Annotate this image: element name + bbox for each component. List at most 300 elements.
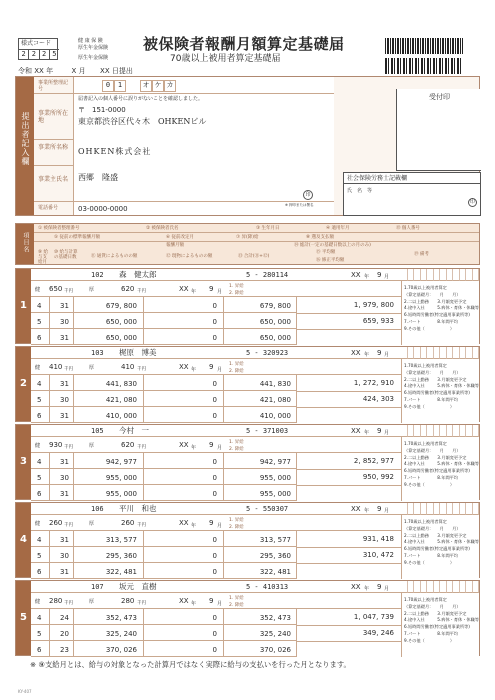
headers-side-label: 項目名: [22, 232, 29, 253]
owner-seal: 印: [303, 190, 313, 200]
kind-amount: 0: [212, 536, 217, 544]
raise-option: 1. 昇給: [229, 284, 244, 289]
cash-amount: 421, 080: [105, 396, 137, 404]
personal-number-boxes: [401, 347, 479, 359]
barcode: [385, 58, 463, 74]
insured-name: 今村 一: [119, 426, 149, 435]
year-unit: 年: [191, 523, 197, 529]
remark-option: 4.途中入社 5.病休・育休・休職等: [404, 383, 479, 389]
kind-amount: 0: [212, 490, 217, 498]
apply-year: XX: [351, 427, 361, 435]
personal-number-boxes: [401, 503, 479, 515]
birth-date: 5 - 550307: [246, 505, 289, 513]
birth-date: 5 - 410313: [246, 583, 289, 591]
month-total: 313, 577: [259, 536, 291, 544]
header-average: ⑮ 平均額: [316, 250, 336, 255]
remark-option: 6.短時間労働者(特定適用事業所等): [404, 468, 470, 474]
remark-option: （算定基礎月： 月 月）: [404, 447, 461, 453]
prev-pension: 620: [121, 285, 135, 293]
sharoushi-name-label: 氏 名 等: [347, 188, 373, 194]
owner-name: 西郷 隆盛: [78, 173, 118, 182]
month-total: 322, 481: [259, 568, 291, 576]
pay-month-row: [31, 297, 296, 313]
pay-month-row: [31, 625, 296, 641]
pay-month-row: [31, 375, 296, 391]
header-retro-pay: ⑧ 遡及支払額: [306, 235, 334, 240]
remark-option: （算定基礎月： 月 月）: [404, 369, 461, 375]
form-title: 被保険者報酬月額算定基礎届: [143, 35, 345, 53]
kind-amount: 0: [212, 568, 217, 576]
grand-total: 1, 047, 739: [353, 613, 394, 621]
remark-option: 7.パート 8.年間平均: [404, 397, 459, 402]
totals-column: [296, 531, 401, 579]
revision-month: 9: [209, 597, 214, 605]
form-code-box: [18, 38, 58, 60]
remark-option: 9.その他（ ）: [404, 559, 455, 565]
insured-number: 102: [91, 271, 104, 279]
average-amount: 424, 303: [362, 395, 394, 403]
average-amount: 950, 992: [362, 473, 394, 481]
thousand-yen-unit: 千円: [137, 445, 146, 450]
sharoushi-label: 社会保険労務士記載欄: [347, 175, 408, 182]
kind-amount: 0: [212, 396, 217, 404]
basic-days: 31: [60, 302, 69, 310]
year-unit: 年: [191, 367, 197, 373]
thousand-yen-unit: 千円: [137, 367, 146, 372]
month-unit: 月: [384, 352, 390, 358]
personal-number-boxes: [401, 269, 479, 281]
lower-option: 2. 降給: [229, 369, 244, 374]
employee-row: [15, 424, 480, 500]
average-amount: 349, 246: [362, 629, 394, 637]
pay-month-row: [31, 641, 296, 657]
pay-month: 4: [37, 380, 42, 388]
health-label: 健: [35, 443, 41, 449]
remark-option: 2.二以上勤務 3.月額変更予定: [404, 298, 467, 304]
remarks-box: [401, 593, 479, 657]
year-unit: 年: [364, 274, 370, 280]
basic-days: 31: [60, 536, 69, 544]
revision-month: 9: [209, 519, 214, 527]
grand-total: 931, 418: [362, 535, 394, 543]
remark-option: （算定基礎月： 月 月）: [404, 291, 461, 297]
cash-amount: 955, 000: [105, 474, 137, 482]
remark-option: 9.その他（ ）: [404, 481, 455, 487]
header-raise: ⑦ 昇(降)給: [236, 235, 259, 240]
confirmation-note: 届書記入の個人番号に誤りがないことを確認しました。: [78, 96, 204, 102]
basic-days: 31: [60, 490, 69, 498]
month-total: 295, 360: [259, 552, 291, 560]
date-month: X: [71, 67, 77, 75]
apply-month: 9: [377, 583, 382, 591]
remark-option: 2.二以上勤務 3.月額変更予定: [404, 454, 467, 460]
insured-name: 坂元 直樹: [119, 582, 157, 591]
office-code-char: 1: [114, 80, 126, 92]
year-unit: 年: [191, 445, 197, 451]
remark-option: 7.パート 8.年間平均: [404, 319, 459, 324]
month-total: 441, 830: [259, 380, 291, 388]
apply-year: XX: [351, 505, 361, 513]
prev-health: 260: [49, 519, 63, 527]
apply-year: XX: [351, 271, 361, 279]
birth-date: 5 - 320923: [246, 349, 289, 357]
remark-option: 9.その他（ ）: [404, 403, 455, 409]
footer-note: ※ ⑨支給月とは、給与の対象となった計算月ではなく実際に給与の支払いを行った月となります。: [30, 660, 351, 669]
remark-option: 2.二以上勤務 3.月額変更予定: [404, 610, 467, 616]
basic-days: 30: [60, 552, 69, 560]
remark-option: 6.短時間労働者(特定適用事業所等): [404, 546, 470, 552]
header-basic-days: ⑩ 給与計算の基礎日数: [54, 250, 78, 260]
date-era: 令和: [18, 67, 32, 75]
month-total: 955, 000: [259, 490, 291, 498]
office-name-label: 事業所名称: [38, 144, 69, 151]
pension-label: 厚: [89, 365, 95, 371]
kind-amount: 0: [212, 630, 217, 638]
prev-pension: 620: [121, 441, 135, 449]
month-total: 679, 800: [259, 302, 291, 310]
remark-option: 2.二以上勤務 3.月額変更予定: [404, 376, 467, 382]
pay-month: 4: [37, 458, 42, 466]
cash-amount: 352, 473: [105, 614, 137, 622]
remark-option: 6.短時間労働者(特定適用事業所等): [404, 624, 470, 630]
footer-code: KY-407: [18, 689, 32, 694]
insured-name: 森 健太郎: [119, 270, 157, 279]
prev-pension: 260: [121, 519, 135, 527]
month-total: 421, 080: [259, 396, 291, 404]
month-unit: 月: [384, 430, 390, 436]
cash-amount: 325, 240: [105, 630, 137, 638]
remark-option: 1.70歳以上被用者算定: [404, 597, 447, 602]
basic-days: 31: [60, 380, 69, 388]
pay-month-row: [31, 531, 296, 547]
cash-amount: 410, 000: [105, 412, 137, 420]
cash-amount: 322, 481: [105, 568, 137, 576]
kind-amount: 0: [212, 302, 217, 310]
header-modified-average: ⑯ 修正平均額: [316, 258, 345, 263]
revision-month: 9: [209, 363, 214, 371]
cash-amount: 650, 000: [105, 334, 137, 342]
postal-code: 〒 151-0000: [78, 106, 126, 114]
insured-number: 103: [91, 349, 104, 357]
year-unit: 年: [364, 586, 370, 592]
basic-days: 31: [60, 458, 69, 466]
apply-year: XX: [351, 583, 361, 591]
month-total: 650, 000: [259, 318, 291, 326]
pension-label: 厚: [89, 521, 95, 527]
basic-days: 31: [60, 412, 69, 420]
pay-month-row: [31, 547, 296, 563]
header-personal-number: ⑱ 個人番号: [396, 226, 420, 231]
employee-row: [15, 502, 480, 578]
insured-number: 106: [91, 505, 104, 513]
header-insured-number: ① 被保険者整理番号: [38, 226, 80, 231]
month-unit: 月: [384, 586, 390, 592]
lower-option: 2. 降給: [229, 525, 244, 530]
prev-pension: 280: [121, 597, 135, 605]
basic-days: 23: [60, 646, 69, 654]
apply-year: XX: [351, 349, 361, 357]
revision-year: XX: [179, 597, 189, 605]
month-unit: 月: [217, 289, 223, 295]
insured-name: 平川 和也: [119, 504, 157, 513]
receipt-label: 受付印: [429, 93, 450, 101]
submitter-side-text: 提出者記入欄: [21, 112, 30, 166]
grand-total: 1, 979, 800: [353, 301, 394, 309]
apply-month: 9: [377, 505, 382, 513]
cash-amount: 679, 800: [105, 302, 137, 310]
submitter-section: [15, 76, 480, 216]
month-unit: 月: [217, 367, 223, 373]
remark-option: 7.パート 8.年間平均: [404, 631, 459, 636]
form-header: [0, 0, 495, 80]
sharoushi-seal: 印: [469, 199, 475, 205]
remark-option: 7.パート 8.年間平均: [404, 553, 459, 558]
remarks-box: [401, 359, 479, 423]
date-year: XX: [34, 67, 44, 75]
date-month-unit: 月: [78, 67, 86, 75]
lower-option: 2. 降給: [229, 291, 244, 296]
header-kind-amount: ⑫ 現物によるものの額: [166, 254, 213, 259]
pension-label: 厚: [89, 599, 95, 605]
office-code-label: 事業所整理記号: [38, 80, 69, 92]
pay-month-row: [31, 391, 296, 407]
org-line: 健 康 保 険: [78, 38, 103, 44]
submitter-side-label: [16, 77, 34, 215]
raise-option: 1. 昇給: [229, 518, 244, 523]
basic-days: 31: [60, 568, 69, 576]
remark-option: 4.途中入社 5.病休・育休・休職等: [404, 305, 479, 311]
month-total: 325, 240: [259, 630, 291, 638]
column-headers: [15, 223, 480, 265]
kind-amount: 0: [212, 474, 217, 482]
prev-pension: 410: [121, 363, 135, 371]
row-number: 5: [20, 612, 27, 623]
apply-month: 9: [377, 271, 382, 279]
remark-option: 7.パート 8.年間平均: [404, 475, 459, 480]
revision-year: XX: [179, 363, 189, 371]
totals-column: [296, 375, 401, 423]
cash-amount: 650, 000: [105, 318, 137, 326]
year-unit: 年: [364, 508, 370, 514]
pay-month: 5: [37, 552, 42, 560]
phone-number: 03-0000-0000: [78, 205, 128, 213]
remark-option: 1.70歳以上被用者算定: [404, 519, 447, 524]
raise-option: 1. 昇給: [229, 362, 244, 367]
phone-label: 電話番号: [38, 205, 59, 211]
kind-amount: 0: [212, 380, 217, 388]
raise-option: 1. 昇給: [229, 596, 244, 601]
kind-amount: 0: [212, 334, 217, 342]
remark-option: 4.途中入社 5.病休・育休・休職等: [404, 617, 479, 623]
remark-option: 9.その他（ ）: [404, 637, 455, 643]
remark-option: 9.その他（ ）: [404, 325, 455, 331]
remark-option: 1.70歳以上被用者算定: [404, 441, 447, 446]
health-label: 健: [35, 521, 41, 527]
birth-date: 5 - 280114: [246, 271, 289, 279]
thousand-yen-unit: 千円: [137, 601, 146, 606]
thousand-yen-unit: 千円: [137, 523, 146, 528]
org-line: 厚生年金保険: [78, 55, 109, 61]
pay-month: 5: [37, 630, 42, 638]
thousand-yen-unit: 千円: [137, 289, 146, 294]
office-address: 東京都渋谷区代々木 OHKENビル: [78, 117, 207, 126]
row-number: 2: [20, 378, 27, 389]
health-label: 健: [35, 287, 41, 293]
pay-month: 6: [37, 568, 42, 576]
month-total: 955, 000: [259, 474, 291, 482]
month-unit: 月: [384, 274, 390, 280]
org-line: 厚生年金保険: [78, 45, 109, 51]
date-day-unit: 日提出: [111, 67, 133, 75]
header-apply-month: ④ 適用年月: [326, 226, 350, 231]
pay-month-row: [31, 313, 296, 329]
header-prev-standard: ⑤ 従前の標準報酬月額: [54, 235, 100, 240]
barcode: [385, 38, 463, 54]
year-unit: 年: [191, 289, 197, 295]
basic-days: 30: [60, 318, 69, 326]
insured-name: 梶原 博美: [119, 348, 157, 357]
year-unit: 年: [364, 430, 370, 436]
basic-days: 30: [60, 396, 69, 404]
pay-month-row: [31, 407, 296, 423]
basic-days: 24: [60, 614, 69, 622]
row-number: 3: [20, 456, 27, 467]
pay-month: 6: [37, 490, 42, 498]
thousand-yen-unit: 千円: [64, 445, 73, 450]
revision-year: XX: [179, 519, 189, 527]
office-name: OHKEN株式会社: [78, 147, 152, 156]
health-label: 健: [35, 365, 41, 371]
employee-row: [15, 580, 480, 656]
lower-option: 2. 降給: [229, 447, 244, 452]
revision-month: 9: [209, 285, 214, 293]
remark-option: （算定基礎月： 月 月）: [404, 525, 461, 531]
row-number: 1: [20, 300, 27, 311]
month-total: 650, 000: [259, 334, 291, 342]
cash-amount: 942, 977: [105, 458, 137, 466]
sharoushi-box: [343, 172, 481, 216]
form-subtitle: 70歳以上被用者算定基礎届: [170, 54, 281, 64]
pay-month-row: [31, 469, 296, 485]
pay-month-row: [31, 563, 296, 579]
remarks-box: [401, 437, 479, 501]
owner-label: 事業主氏名: [38, 176, 69, 183]
lower-option: 2. 降給: [229, 603, 244, 608]
header-cash-amount: ⑪ 通貨によるものの額: [91, 254, 138, 259]
pay-month: 6: [37, 334, 42, 342]
form-code-digit: 2: [40, 50, 50, 60]
pay-month: 4: [37, 302, 42, 310]
office-code-boxes: [74, 80, 176, 92]
remark-option: 6.短時間労働者(特定適用事業所等): [404, 390, 470, 396]
apply-month: 9: [377, 349, 382, 357]
average-amount: 659, 933: [362, 317, 394, 325]
month-unit: 月: [217, 601, 223, 607]
month-unit: 月: [384, 508, 390, 514]
pay-month: 4: [37, 614, 42, 622]
remark-option: 6.短時間労働者(特定適用事業所等): [404, 312, 470, 318]
thousand-yen-unit: 千円: [64, 289, 73, 294]
pay-month-row: [31, 609, 296, 625]
kind-amount: 0: [212, 458, 217, 466]
form-code-digit: 2: [29, 50, 39, 60]
submission-date: [18, 67, 133, 75]
basic-days: 31: [60, 334, 69, 342]
form-code-label: 様式コード: [21, 40, 52, 47]
kind-amount: 0: [212, 318, 217, 326]
kind-amount: 0: [212, 412, 217, 420]
receipt-area: [396, 89, 481, 171]
personal-number-boxes: [401, 581, 479, 593]
cash-amount: 370, 026: [105, 646, 137, 654]
pay-month-row: [31, 453, 296, 469]
date-year-unit: 年: [46, 67, 54, 75]
pay-month: 5: [37, 396, 42, 404]
header-grand-total: ⑭ 総計(一定の基礎日数以上の月のみ): [294, 243, 371, 248]
pay-month-row: [31, 329, 296, 345]
kind-amount: 0: [212, 552, 217, 560]
header-sum: ⑬ 合計(⑪+⑫): [238, 254, 270, 259]
month-total: 352, 473: [259, 614, 291, 622]
cash-amount: 313, 577: [105, 536, 137, 544]
totals-column: [296, 609, 401, 657]
remark-option: 1.70歳以上被用者算定: [404, 285, 447, 290]
revision-year: XX: [179, 441, 189, 449]
cash-amount: 441, 830: [105, 380, 137, 388]
employee-row: [15, 268, 480, 344]
header-monthly-pay: 報酬月額: [166, 243, 184, 248]
kind-amount: 0: [212, 646, 217, 654]
header-insured-name: ② 被保険者氏名: [146, 226, 179, 231]
form-code-digit: 2: [19, 50, 29, 60]
remark-option: 1.70歳以上被用者算定: [404, 363, 447, 368]
pension-label: 厚: [89, 443, 95, 449]
remark-option: 4.途中入社 5.病休・育休・休職等: [404, 461, 479, 467]
pay-month: 5: [37, 318, 42, 326]
year-unit: 年: [191, 601, 197, 607]
revision-month: 9: [209, 441, 214, 449]
pay-month: 4: [37, 536, 42, 544]
form-code-digit: 5: [52, 50, 57, 58]
cash-amount: 955, 000: [105, 490, 137, 498]
insured-number: 107: [91, 583, 104, 591]
remarks-box: [401, 515, 479, 579]
insured-number: 105: [91, 427, 104, 435]
office-code-char: カ: [164, 80, 176, 92]
row-number: 4: [20, 534, 27, 545]
header-prev-revision: ⑥ 従前改定月: [166, 235, 194, 240]
totals-column: [296, 297, 401, 345]
cash-amount: 295, 360: [105, 552, 137, 560]
personal-number-boxes: [401, 425, 479, 437]
remark-option: （算定基礎月： 月 月）: [404, 603, 461, 609]
prev-health: 410: [49, 363, 63, 371]
pay-month: 6: [37, 412, 42, 420]
thousand-yen-unit: 千円: [64, 367, 73, 372]
basic-days: 20: [60, 630, 69, 638]
thousand-yen-unit: 千円: [64, 601, 73, 606]
health-label: 健: [35, 599, 41, 605]
header-pay-month: ⑨ 給与支給月: [38, 250, 48, 265]
month-total: 942, 977: [259, 458, 291, 466]
remarks-box: [401, 281, 479, 345]
remark-option: 4.途中入社 5.病休・育休・休職等: [404, 539, 479, 545]
month-unit: 月: [217, 523, 223, 529]
office-code-char: ケ: [152, 80, 164, 92]
office-code-char: オ: [140, 80, 152, 92]
basic-days: 30: [60, 474, 69, 482]
remark-option: 2.二以上勤務 3.月額変更予定: [404, 532, 467, 538]
